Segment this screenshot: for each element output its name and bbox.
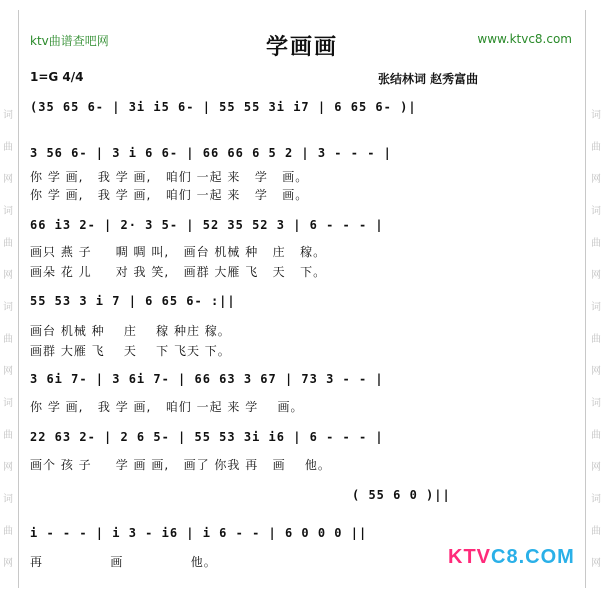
lyric-line-3b: 画群 大雁 飞 天 下 飞天 下。 xyxy=(30,344,231,358)
watermark-char: 曲 xyxy=(3,430,13,441)
right-watermark-strip xyxy=(588,0,604,594)
watermark-char: 词 xyxy=(591,494,601,505)
watermark-char: 网 xyxy=(591,270,601,281)
watermark-char: 曲 xyxy=(3,142,13,153)
watermark-char: 曲 xyxy=(591,238,601,249)
watermark-char: 词 xyxy=(3,494,13,505)
watermark-char: 曲 xyxy=(3,334,13,345)
lyric-line-7: 再 画 他。 xyxy=(30,555,217,569)
watermark-char: 曲 xyxy=(591,142,601,153)
watermark-char: 网 xyxy=(3,174,13,185)
watermark-char: 网 xyxy=(3,366,13,377)
watermark-char: 曲 xyxy=(3,238,13,249)
watermark-char: 词 xyxy=(591,302,601,313)
watermark-char: 曲 xyxy=(3,526,13,537)
logo-prefix: KTV xyxy=(448,546,491,568)
notation-line-intro: (35 65 6- | 3i i5 6- | 55 55 3i i7 | 6 65 6- )| xyxy=(30,100,417,114)
watermark-char: 词 xyxy=(3,110,13,121)
notation-line-1: 3 56 6- | 3 i 6 6- | 66 66 6 5 2 | 3 - - - | xyxy=(30,146,392,160)
key-signature: 1=G 4/4 xyxy=(30,70,84,84)
watermark-char: 词 xyxy=(591,398,601,409)
notation-line-2: 66 i3 2- | 2· 3 5- | 52 35 52 3 | 6 - - - | xyxy=(30,218,384,232)
lyric-line-2a: 画只 燕 子 啁 啁 叫, 画台 机械 种 庄 稼。 xyxy=(30,245,327,259)
notation-line-6: ( 55 6 0 )|| xyxy=(352,488,451,502)
watermark-char: 网 xyxy=(591,558,601,569)
notation-line-3: 55 53 3 i 7 | 6 65 6- :|| xyxy=(30,294,236,308)
notation-line-7: i - - - | i 3 - i6 | i 6 - - | 6 0 0 0 || xyxy=(30,526,368,540)
site-watermark-right: www.ktvc8.com xyxy=(477,32,572,46)
ktvc8-logo xyxy=(448,546,575,569)
watermark-char: 曲 xyxy=(591,526,601,537)
watermark-char: 网 xyxy=(591,366,601,377)
watermark-char: 网 xyxy=(3,270,13,281)
song-credits: 张结林词 赵秀富曲 xyxy=(378,72,479,86)
watermark-char: 曲 xyxy=(591,334,601,345)
watermark-char: 网 xyxy=(591,462,601,473)
watermark-char: 词 xyxy=(591,110,601,121)
lyric-line-4: 你 学 画, 我 学 画, 咱们 一起 来 学 画。 xyxy=(30,400,304,414)
left-watermark-strip xyxy=(0,0,16,594)
notation-line-4: 3 6i 7- | 3 6i 7- | 66 63 3 67 | 73 3 - - | xyxy=(30,372,384,386)
watermark-char: 网 xyxy=(591,174,601,185)
song-title: 学画画 xyxy=(265,34,338,60)
watermark-char: 词 xyxy=(3,302,13,313)
lyric-line-2b: 画朵 花 儿 对 我 笑, 画群 大雁 飞 天 下。 xyxy=(30,265,327,279)
watermark-char: 词 xyxy=(3,398,13,409)
watermark-char: 网 xyxy=(3,558,13,569)
watermark-char: 曲 xyxy=(591,430,601,441)
logo-suffix: C8.COM xyxy=(491,546,575,568)
lyric-line-1b: 你 学 画, 我 学 画, 咱们 一起 来 学 画。 xyxy=(30,188,309,202)
watermark-char: 词 xyxy=(3,206,13,217)
lyric-line-3a: 画台 机械 种 庄 稼 种庄 稼。 xyxy=(30,324,231,338)
lyric-line-5: 画个 孩 子 学 画 画, 画了 你我 再 画 他。 xyxy=(30,458,331,472)
notation-line-5: 22 63 2- | 2 6 5- | 55 53 3i i6 | 6 - - - | xyxy=(30,430,384,444)
site-watermark-left: ktv曲谱查吧网 xyxy=(30,34,109,48)
watermark-char: 网 xyxy=(3,462,13,473)
watermark-char: 词 xyxy=(591,206,601,217)
lyric-line-1a: 你 学 画, 我 学 画, 咱们 一起 来 学 画。 xyxy=(30,170,309,184)
